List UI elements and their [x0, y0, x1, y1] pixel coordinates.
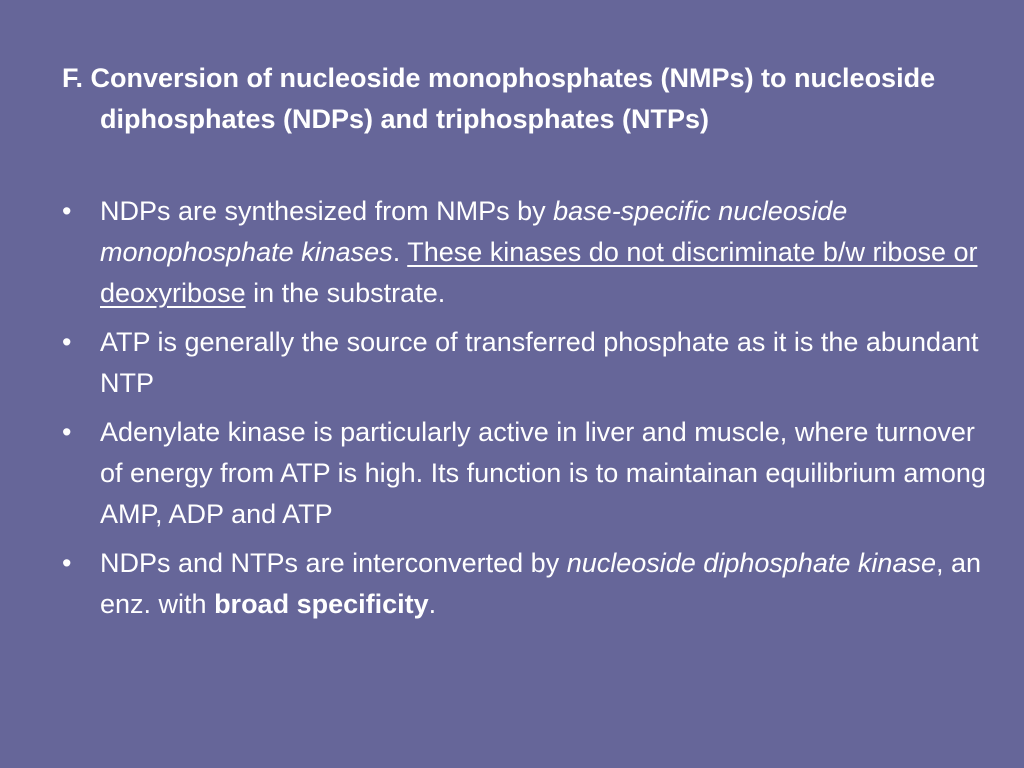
bullet-1-underlined-text: These kinases do not discriminate b/w ribose or deoxyribose	[100, 237, 978, 308]
slide-heading: F. Conversion of nucleoside monophosphates (NMPs) to nucleoside diphosphates (NDPs) and triphosphates (NTPs)	[62, 63, 936, 134]
bullet-1-punct: .	[392, 237, 408, 267]
bullet-4-mid: , an enz. with	[100, 548, 982, 619]
bullet-1-tail: in the substrate.	[245, 278, 446, 308]
bullet-4-tail: .	[428, 589, 437, 619]
bullet-3-text: Adenylate kinase is particularly active in liver and muscle, where turnover of energy from ATP is high. Its function is to maintainan equilibrium among AMP, ADP and ATP	[100, 417, 986, 529]
bullet-1-italic-term: base-specific nucleoside monophosphate kinases	[100, 196, 848, 267]
bullet-item-4	[62, 543, 992, 625]
bullet-item-1	[62, 191, 992, 314]
bullet-2-text: ATP is generally the source of transferred phosphate as it is the abundant NTP	[100, 327, 979, 398]
bullet-item-3	[62, 412, 992, 535]
bullet-mark: •	[62, 548, 72, 578]
bullet-list	[62, 191, 992, 633]
bullet-mark: •	[62, 196, 72, 226]
bullet-4-italic-term: nucleoside diphosphate kinase	[566, 548, 936, 578]
bullet-4-text: NDPs and NTPs are interconverted by	[100, 548, 567, 578]
bullet-mark: •	[62, 417, 72, 447]
bullet-item-2	[62, 322, 992, 404]
bullet-4-bold-term: broad specificity	[214, 589, 429, 619]
bullet-1-text: NDPs are synthesized from NMPs by	[100, 196, 554, 226]
bullet-mark: •	[62, 327, 72, 357]
